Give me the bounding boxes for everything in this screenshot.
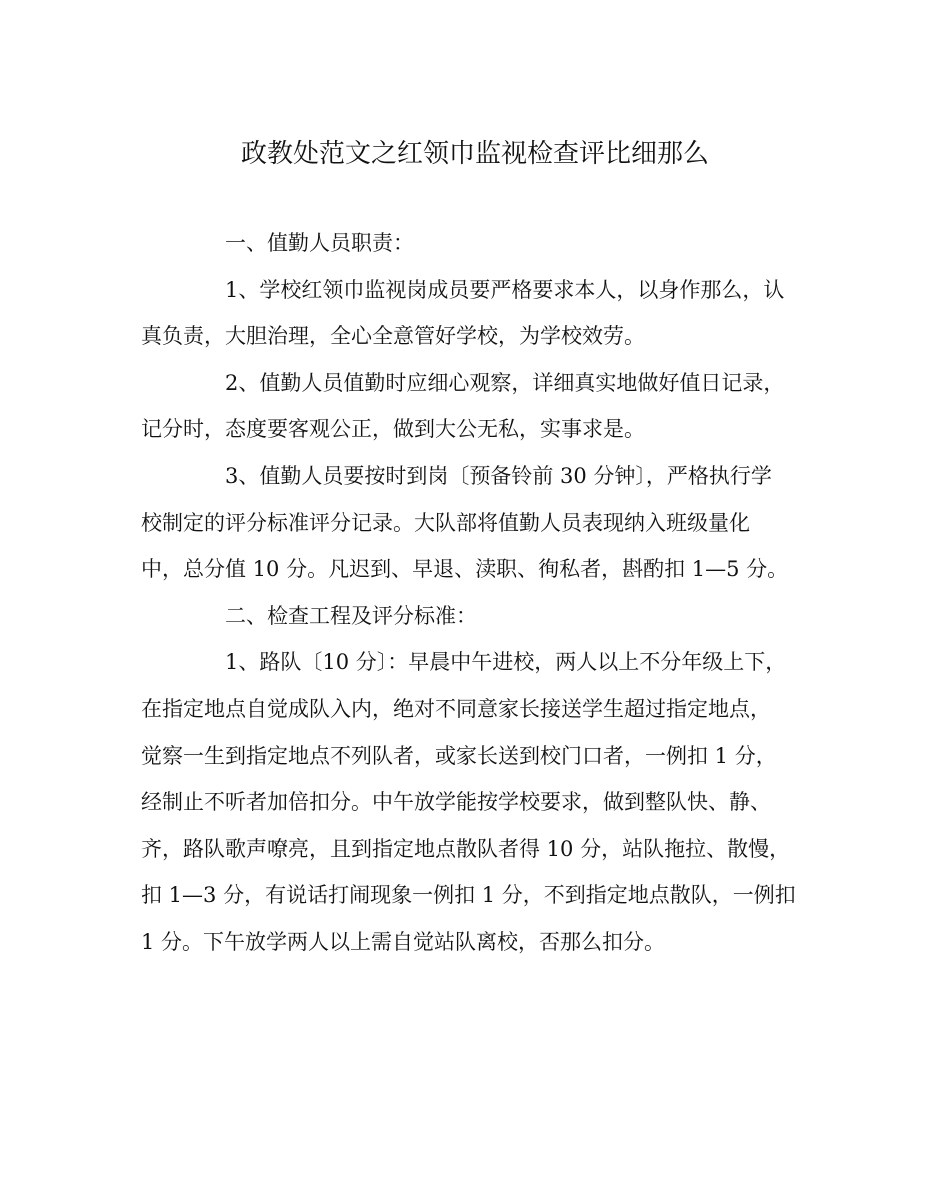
- section-heading-duty: 一、值勤人员职责：: [225, 231, 414, 255]
- paragraph-line: 真负责，大胆治理，全心全意管好学校，为学校效劳。: [141, 324, 645, 349]
- paragraph-line: 经制止不听者加倍扣分。中午放学能按学校要求，做到整队快、静、: [141, 790, 771, 815]
- paragraph-line: 2、值勤人员值勤时应细心观察，详细真实地做好值日记录，: [225, 370, 785, 395]
- document-body: [141, 220, 806, 966]
- paragraph-line: 1 分。下午放学两人以上需自觉站队离校，否那么扣分。: [141, 929, 666, 954]
- paragraph-line: 齐，路队歌声嘹亮，且到指定地点散队者得 10 分，站队拖拉、散慢，: [141, 836, 791, 861]
- paragraph-line: 扣 1—3 分，有说话打闹现象一例扣 1 分，不到指定地点散队，一例扣: [141, 883, 796, 908]
- paragraph-line: 记分时，态度要客观公正，做到大公无私，实事求是。: [141, 417, 645, 442]
- paragraph-line: 1、路队〔10 分〕：早晨中午进校，两人以上不分年级上下，: [225, 650, 787, 675]
- paragraph-line: 校制定的评分标准评分记录。大队部将值勤人员表现纳入班级量化: [141, 510, 750, 535]
- paragraph-line: 1、学校红领巾监视岗成员要严格要求本人，以身作那么，认: [225, 277, 785, 302]
- section-heading-inspection: 二、检查工程及评分标准：: [225, 603, 477, 628]
- document-title: 政教处范文之红领巾监视检查评比细那么: [240, 139, 709, 169]
- paragraph-line: 3、值勤人员要按时到岗〔预备铃前 30 分钟〕，严格执行学: [225, 463, 772, 488]
- paragraph-line: 中，总分值 10 分。凡迟到、早退、渎职、徇私者，斟酌扣 1—5 分。: [141, 557, 789, 582]
- paragraph-line: 觉察一生到指定地点不列队者，或家长送到校门口者，一例扣 1 分，: [141, 743, 777, 768]
- paragraph-line: 在指定地点自觉成队入内，绝对不同意家长接送学生超过指定地点，: [141, 696, 771, 721]
